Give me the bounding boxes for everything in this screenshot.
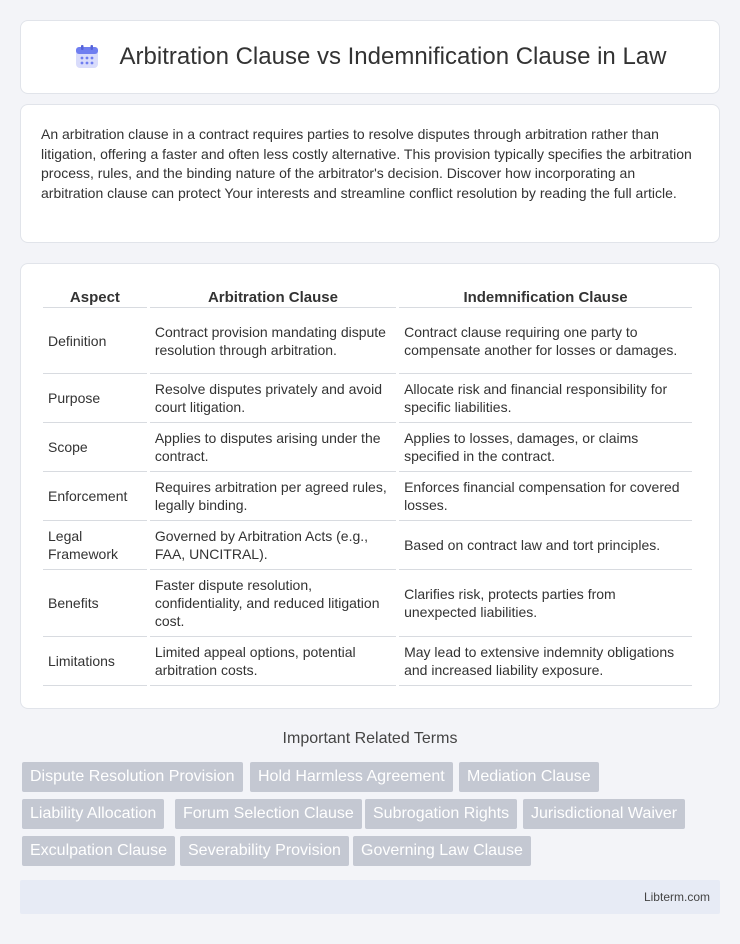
comparison-table: [40, 284, 695, 686]
column-header-aspect: Aspect: [43, 284, 147, 308]
indemnification-cell: Clarifies risk, protects parties from unexpected liabilities.: [399, 570, 692, 637]
arbitration-cell: Resolve disputes privately and avoid court litigation.: [150, 374, 396, 423]
table-row: [43, 472, 692, 521]
arbitration-cell: Requires arbitration per agreed rules, legally binding.: [150, 472, 396, 521]
aspect-cell: Legal Framework: [43, 521, 147, 570]
arbitration-cell: Governed by Arbitration Acts (e.g., FAA, UNCITRAL).: [150, 521, 396, 570]
arbitration-cell: Limited appeal options, potential arbitration costs.: [150, 637, 396, 686]
comparison-table-card: [20, 263, 720, 709]
tag-severability-provision[interactable]: Severability Provision: [180, 836, 349, 866]
table-row: [43, 637, 692, 686]
tag-dispute-resolution-provision[interactable]: Dispute Resolution Provision: [22, 762, 243, 792]
tag-jurisdictional-waiver[interactable]: Jurisdictional Waiver: [523, 799, 685, 829]
related-terms-title: Important Related Terms: [282, 730, 458, 747]
tag-mediation-clause[interactable]: Mediation Clause: [459, 762, 599, 792]
arbitration-cell: Applies to disputes arising under the contract.: [150, 423, 396, 472]
table-row: [43, 570, 692, 637]
table-row: [43, 308, 692, 374]
aspect-cell: Definition: [43, 308, 147, 374]
aspect-cell: Enforcement: [43, 472, 147, 521]
tag-forum-selection-clause[interactable]: Forum Selection Clause: [175, 799, 362, 829]
footer-site-link[interactable]: Libterm.com: [643, 890, 710, 904]
intro-text: An arbitration clause in a contract requires parties to resolve disputes through arbitration rather than litigation, offering a faster and often less costly alternative. This provision typically specifies the arbitration process, rules, and the binding nature of the arbitrator's decision. Discover how incorporating an arbitration clause can protect Your interests and streamline conflict resolution by reading the full article.: [41, 126, 692, 201]
calendar-icon: [74, 44, 100, 70]
title-card: [20, 20, 720, 94]
tag-governing-law-clause[interactable]: Governing Law Clause: [353, 836, 531, 866]
indemnification-cell: Applies to losses, damages, or claims specified in the contract.: [399, 423, 692, 472]
indemnification-cell: Enforces financial compensation for covered losses.: [399, 472, 692, 521]
tag-hold-harmless-agreement[interactable]: Hold Harmless Agreement: [250, 762, 453, 792]
aspect-cell: Benefits: [43, 570, 147, 637]
table-row: [43, 374, 692, 423]
table-row: [43, 521, 692, 570]
indemnification-cell: Contract clause requiring one party to compensate another for losses or damages.: [399, 308, 692, 374]
footer: [20, 880, 720, 914]
indemnification-cell: Based on contract law and tort principles.: [399, 521, 692, 570]
intro-card: [20, 104, 720, 243]
table-row: [43, 423, 692, 472]
tag-liability-allocation[interactable]: Liability Allocation: [22, 799, 164, 829]
arbitration-cell: Faster dispute resolution, confidentiality, and reduced litigation cost.: [150, 570, 396, 637]
table-header-row: [43, 284, 692, 308]
aspect-cell: Purpose: [43, 374, 147, 423]
aspect-cell: Limitations: [43, 637, 147, 686]
page-title: Arbitration Clause vs Indemnification Clause in Law: [119, 43, 667, 70]
column-header-arbitration: Arbitration Clause: [150, 284, 396, 308]
aspect-cell: Scope: [43, 423, 147, 472]
indemnification-cell: Allocate risk and financial responsibility for specific liabilities.: [399, 374, 692, 423]
indemnification-cell: May lead to extensive indemnity obligations and increased liability exposure.: [399, 637, 692, 686]
column-header-indemnification: Indemnification Clause: [399, 284, 692, 308]
arbitration-cell: Contract provision mandating dispute resolution through arbitration.: [150, 308, 396, 374]
tag-exculpation-clause[interactable]: Exculpation Clause: [22, 836, 175, 866]
tag-subrogation-rights[interactable]: Subrogation Rights: [365, 799, 517, 829]
